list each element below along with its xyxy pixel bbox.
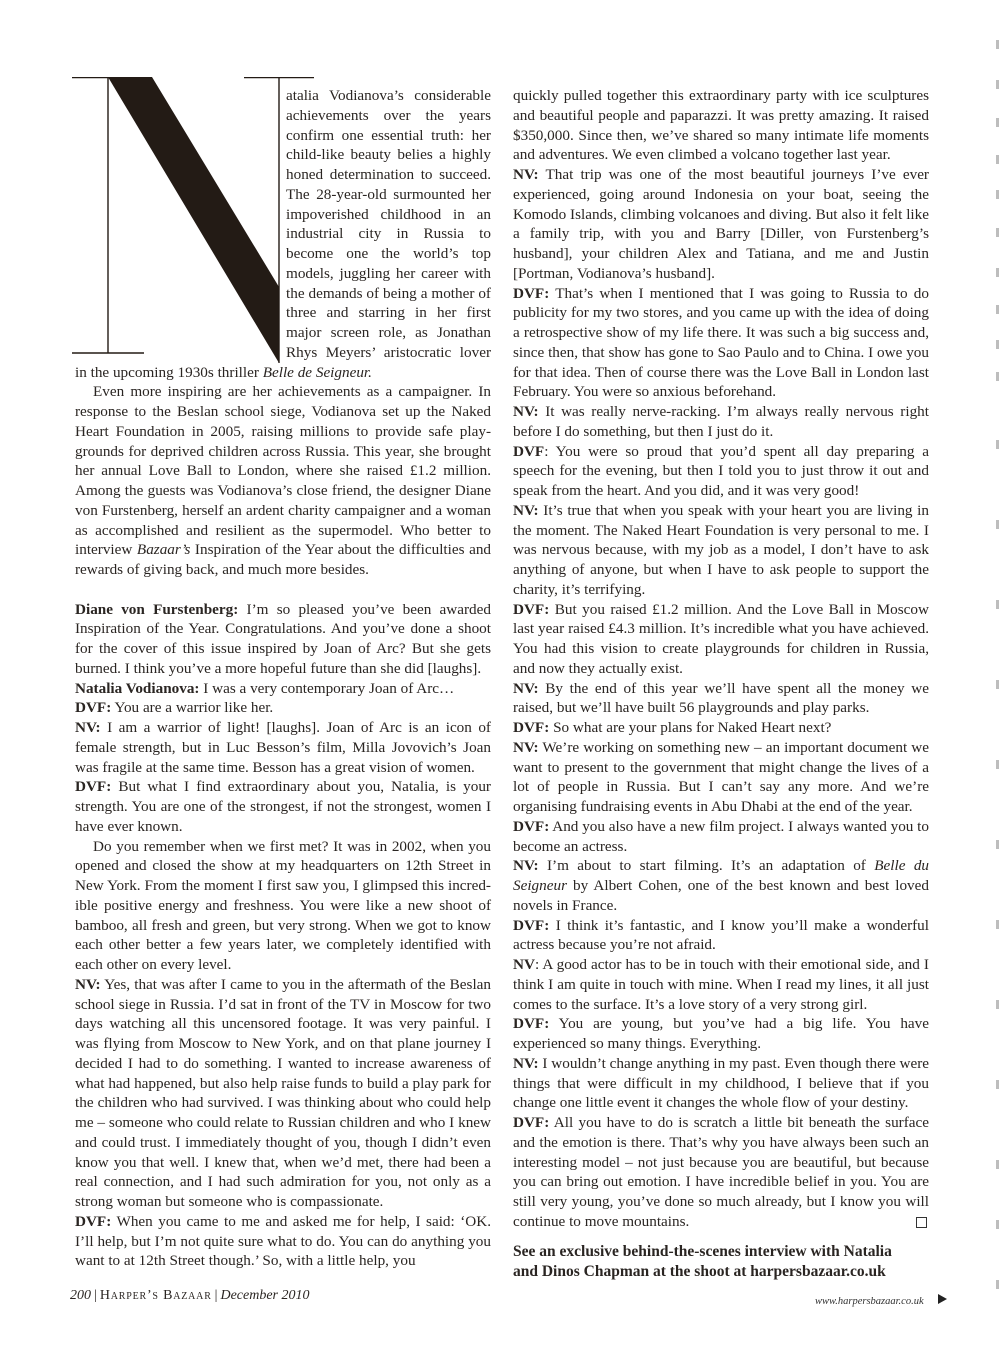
speaker-label: DVF:	[513, 600, 550, 618]
answer-text: You are young, but you’ve had a big life. You have experienced so many things. Everything.	[513, 1015, 929, 1052]
intro-paragraph	[75, 382, 491, 580]
film-title: Belle de Seigneur.	[262, 363, 372, 381]
separator: |	[94, 1288, 97, 1303]
answer-text: I think it’s fantastic, and I know you’ll make a wonderful actress because you’re not afraid.	[513, 916, 929, 954]
qa-item	[513, 1113, 929, 1232]
answer-text: And you also have a new film project. I always wanted you to become an actress.	[513, 817, 929, 855]
answer-text: by Albert Cohen, one of the best known and best loved novels in France.	[513, 877, 929, 914]
qa-item	[513, 402, 929, 442]
qa-item	[75, 698, 491, 718]
answer-text: All you have to do is scratch a little bit beneath the surface and the emotion is there. That’s why you have always been such an interesting model – not just because you are beautiful, but because you can bring out emotion. I have incredible belief in you. You are still very young, you’ve done so much already, but I know you will continue to move mountains.	[513, 1114, 929, 1230]
qa-item	[513, 817, 929, 857]
left-column	[75, 86, 491, 1271]
speaker-label: Natalia Vodianova:	[75, 679, 200, 697]
qa-item	[513, 442, 929, 501]
qa-item	[75, 718, 491, 777]
answer-text: I wouldn’t change anything in my past. Even though there were things that were difficult in my childhood, I believe that if you change one little event it changes the whole flow of your destiny.	[513, 1054, 929, 1112]
speaker-label: DVF:	[513, 719, 550, 736]
answer-text: By the end of this year we’ll have spent all the money we raised, but we’ll have built 56 playgrounds and play parks.	[513, 679, 929, 717]
speaker-label: NV:	[75, 975, 101, 993]
answer-text: When you came to me and asked me for help, I said: ‘OK. I’ll help, but I’m not quite sure what to do. You can do anything you want to at 12th Street though.’ So, with a little help, you	[75, 1212, 491, 1270]
magazine-name: Bazaar’s	[136, 541, 191, 559]
qa-item	[513, 1014, 929, 1054]
qa-item	[513, 916, 929, 956]
answer-text: I am a warrior of light! [laughs]. Joan of Arc is an icon of female strength, but in Luc Besson’s film, Milla Jovovich’s Joan was fragile at the same time. Besson has a great vision of women.	[75, 719, 491, 776]
promo-line: and Dinos Chapman at the shoot at harpersbazaar.co.uk	[513, 1263, 886, 1280]
speaker-label: NV:	[513, 1054, 539, 1072]
speaker-label: NV:	[513, 857, 539, 875]
speaker-label: DVF	[513, 442, 545, 460]
qa-item	[513, 1054, 929, 1113]
intro-text: Even more inspiring are her achievements as a campaigner. In response to the Beslan school siege, Vodianova set up the Naked Heart Foundation in 2005, raising millions to provide safe play-grounds for deprived children across Russia. This year, she brought her annual Love Ball to London, where she raised £1.2 million. Among the guests was Vodianova’s close friend, the designer Diane von Furstenberg, herself an ardent charity campaigner and a woman as accomplished and resilient as the supermodel. Who better to interview	[75, 383, 491, 559]
speaker-label: NV	[513, 956, 535, 973]
qa-item	[513, 284, 929, 403]
page-binding-edge	[992, 0, 1000, 1349]
speaker-label: Diane von Furstenberg:	[75, 600, 239, 618]
answer-text: That trip was one of the most beautiful journeys I’ve ever experienced, going around Indonesia on your boat, seeing the Komodo Islands, climbing volcanoes and diving. But also it felt like a family trip, with you and Barry [Diller, von Furstenberg’s husband], your children Alex and Tatiana, and me and Justin [Portman, Vodianova’s husband].	[513, 166, 929, 282]
right-column	[513, 86, 929, 1232]
separator: |	[214, 1288, 218, 1303]
paragraph: Do you remember when we first met? It was in 2002, when you opened and closed the show at my headquarters on 12th Street in New York. From the moment I first saw you, I glimpsed this incred-ible positive energy and freshness. You were like a new shoot of bamboo, all fresh and green, but very strong. When we got to know each other better a few years later, we completely identified with each other on every level.	[75, 837, 491, 973]
answer-text: : A good actor has to be in touch with their emotional side, and I think I am quite in touch with mine. When I read my lines, it all just comes to the surface. It’s a love story of a very strong girl.	[513, 956, 929, 1013]
promo-line: See an exclusive behind-the-scenes interview with Natalia	[513, 1243, 892, 1260]
answer-text: But what I find extraordinary about you, Natalia, is your strength. You are one of the strongest, if not the strongest, women I have ever known.	[75, 778, 491, 835]
film-title: Belle du Seigneur	[513, 857, 930, 894]
speaker-label: NV:	[513, 403, 539, 420]
speaker-label: NV:	[513, 166, 539, 183]
end-of-article-square-icon	[916, 1217, 927, 1228]
qa-item	[75, 600, 491, 679]
speaker-label: DVF:	[75, 699, 112, 717]
qa-item	[513, 955, 929, 1014]
answer-text: So what are your plans for Naked Heart next?	[549, 719, 832, 736]
answer-text: We’re working on something new – an important document we want to present to the government that might change the lives of a lot of people in Russia. But I can’t say any more. And we’re organising fundraising events in Abu Dhabi at the end of the year.	[513, 738, 929, 815]
qa-item	[513, 600, 929, 679]
continued-paragraph: quickly pulled together this extraordinary party with ice sculptures and beautiful people and paparazzi. It was pretty amazing. It raised $350,000. Since then, we’ve shared so many intimate life moments and adventures. We even climbed a volcano together last year.	[513, 87, 929, 164]
answer-text: But you raised £1.2 million. And the Love Ball in Moscow last year raised £4.3 million. It’s incredible what you have achieved. You had this vision to create playgrounds for children in Russia, and now they actually exist.	[513, 600, 929, 677]
intro-text-end: Inspiration of the Year about the difficulties and rewards of giving back, and much more besides.	[75, 541, 492, 578]
qa-item	[75, 1212, 491, 1271]
answer-text: That’s when I mentioned that I was going to Russia to do publicity for my two stores, and you came up with the idea of doing a retrospective show of my life there. It was such a big success and, since then, that show has gone to Sao Paulo and to China. I owe you for that idea. Then of course there was the Love Ball in London last February. You were so anxious beforehand.	[513, 284, 929, 401]
magazine-name: Harper’s Bazaar	[99, 1288, 212, 1303]
qa-item	[513, 679, 929, 719]
speaker-label: DVF:	[513, 1114, 550, 1131]
answer-text: I’m about to start filming. It’s an adaptation of	[538, 857, 875, 875]
qa-item	[75, 777, 491, 836]
answer-text: It’s true that when you speak with your heart you are living in the moment. The Naked Heart Foundation is very personal to me. I was nervous because, with my job as a model, I don’t have to ask anything of anyone, but when I have to ask people to support the charity, it’s terrifying.	[513, 501, 929, 598]
qa-item	[75, 679, 491, 699]
qa-item	[513, 856, 929, 915]
answer-text: It was really nerve-racking. I’m always really nervous right before I do something, but then I just do it.	[513, 403, 929, 440]
speaker-label: NV:	[513, 738, 539, 756]
speaker-label: DVF:	[513, 1015, 550, 1033]
speaker-label: DVF:	[75, 1212, 112, 1230]
speaker-label: DVF:	[513, 817, 550, 835]
page-number: 200	[70, 1288, 91, 1303]
speaker-label: DVF:	[513, 284, 550, 302]
answer-text: I was a very contemporary Joan of Arc…	[199, 679, 455, 697]
lead-text: atalia Vodianova’s considerable achievements over the years confirm one essential truth: her child-like beauty belies a highly honed determination to succeed. The 28-year-old surmounted her impoverished childhood in an industrial city in Russia to become one the world’s top models, juggling her career with the demands of being a mother of three and starring in her first major screen role, as Jonathan Rhys Meyers’ aristocratic lover in the upcoming 1930s thriller	[75, 87, 491, 381]
answer-text: You are a warrior like her.	[111, 699, 274, 717]
speaker-label: NV:	[75, 719, 101, 736]
speaker-label: NV:	[513, 501, 539, 519]
drop-cap-n-glyph	[72, 77, 317, 367]
answer-text: Yes, that was after I came to you in the aftermath of the Beslan school siege in Russia. I’d sat in front of the TV in Moscow for two days watching all this uncensored footage. It was very painful. I was flying from Moscow to New York, and on that plane journey I decided I had to do something. I wanted to increase awareness of what had happened, but also help raise funds to build a play park for the children who had survived. I was thinking about who could help me – someone who could relate to Russian children and who I knew and could trust. I immediately thought of you, though I didn’t even know you that well. I knew that, when we’d met, there had been a real connection, and I had such admiration for you, not only as a strong woman but someone who is compassionate.	[75, 975, 491, 1210]
qa-item	[513, 738, 929, 817]
speaker-label: NV:	[513, 679, 539, 697]
website-url[interactable]: www.harpersbazaar.co.uk	[815, 1296, 924, 1307]
speaker-label: DVF:	[513, 916, 550, 934]
web-promo	[513, 1242, 933, 1282]
qa-item	[513, 501, 929, 600]
qa-block	[75, 600, 491, 1272]
qa-item	[75, 975, 491, 1212]
page-folio	[70, 1288, 310, 1304]
issue-date: December 2010	[220, 1288, 310, 1303]
right-triangle-arrow-icon	[938, 1294, 947, 1304]
answer-text: : You were so proud that you’d spent all day preparing a speech for the evening, but then I told you to just throw it out and speak from the heart. And you did, and it was very good!	[513, 442, 929, 499]
drop-cap	[72, 77, 280, 355]
qa-item	[513, 165, 929, 284]
qa-item	[513, 718, 929, 738]
answer-text: I’m so pleased you’ve been awarded Inspiration of the Year. Congratulations. And you’ve done a shoot for the cover of this issue inspired by Joan of Arc? But she gets burned. I think you’ve a more hopeful future than she did [laughs].	[75, 600, 491, 677]
speaker-label: DVF:	[75, 778, 112, 796]
